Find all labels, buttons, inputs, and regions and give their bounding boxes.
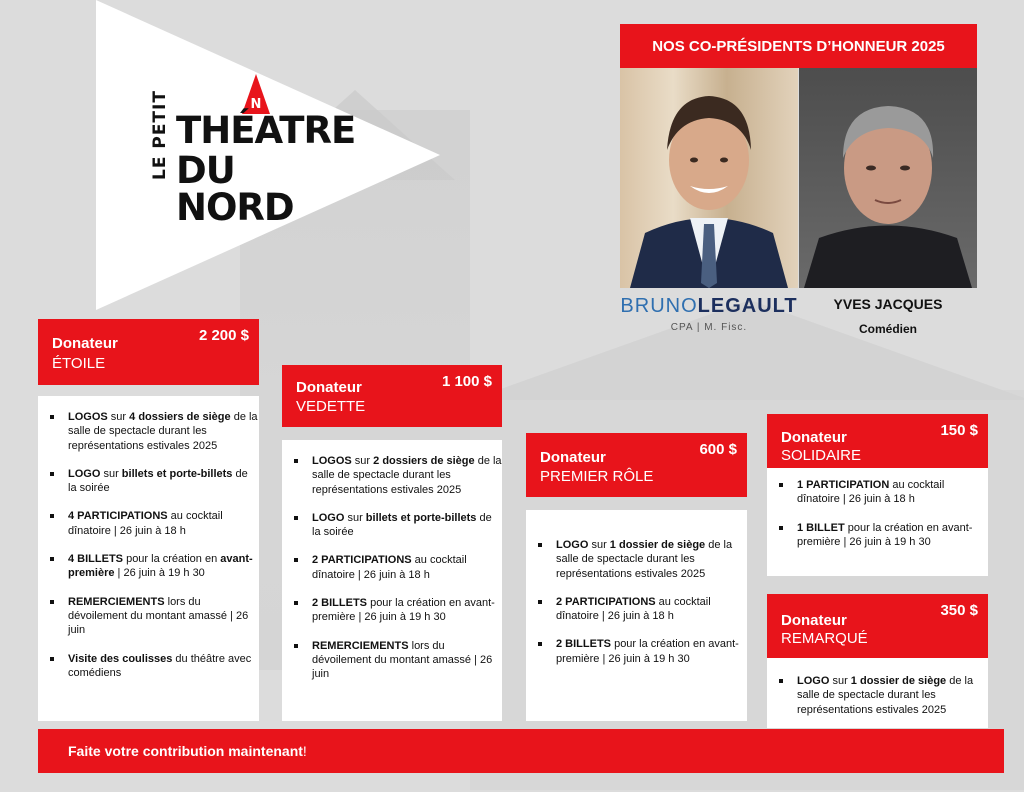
benefit-t1: sur	[100, 467, 122, 480]
portrait-yves-jacques	[799, 68, 977, 288]
theatre-logo	[150, 80, 356, 229]
benefit-t1: sur	[829, 675, 851, 687]
tier-etoile-amount: 2 200 $	[198, 327, 249, 344]
tier-etoile-header	[38, 319, 259, 385]
tier-vedette-benefits	[282, 454, 502, 682]
benefit-t1: sur	[351, 455, 374, 467]
benefit-t2: de la salle de spectacle durant les représentations estivales 2025	[68, 411, 258, 452]
contribute-now-banner[interactable]	[38, 729, 1004, 773]
tier-solidaire-amount: 150 $	[940, 422, 978, 439]
tier-vedette-body	[282, 440, 502, 721]
benefit-item	[767, 674, 988, 717]
benefit-b: 2 PARTICIPATIONS	[312, 554, 412, 567]
benefit-b: LOGOS	[312, 455, 352, 467]
bruno-first-name: BRUNO	[620, 295, 698, 317]
benefit-b2: 1 dossier de siège	[609, 539, 706, 551]
benefit-item	[38, 595, 259, 638]
benefit-t2: de la salle de spectacle durant les représentations estivales 2025	[556, 539, 733, 580]
benefit-item	[526, 538, 747, 581]
logo-le-petit: LE PETIT	[150, 90, 170, 180]
benefit-item	[38, 410, 259, 453]
benefit-item	[38, 652, 259, 681]
benefit-b: REMERCIEMENTS	[68, 595, 165, 608]
benefit-item	[767, 521, 988, 550]
benefit-item	[282, 454, 502, 497]
contribute-now-text: Faite votre contribution maintenant	[68, 743, 303, 759]
benefit-item	[526, 595, 747, 624]
benefit-t1: pour la création en	[123, 553, 221, 566]
tier-premier-role-header	[526, 433, 747, 497]
benefit-t2: de la soirée	[312, 511, 492, 539]
benefit-b: 2 BILLETS	[556, 638, 612, 651]
benefit-t1: lors du dévoilement du montant amassé | 26 juin	[312, 639, 493, 681]
contribute-now-exclamation: !	[302, 743, 307, 759]
benefit-b: LOGO	[312, 511, 345, 524]
benefit-t2: de la soirée	[68, 467, 248, 495]
yves-jacques-signature	[799, 296, 977, 336]
yves-role: Comédien	[858, 322, 917, 336]
benefit-t1: sur	[344, 511, 366, 524]
benefit-b: 4 BILLETS	[68, 553, 124, 566]
tier-vedette-name: VEDETTE	[296, 398, 366, 415]
benefit-b2: 4 dossiers de siège	[129, 411, 231, 423]
benefit-t1: au cocktail dînatoire | 26 juin à 18 h	[556, 595, 711, 623]
benefit-t2: de la salle de spectacle durant les représentations estivales 2025	[797, 675, 974, 716]
tier-etoile-name: ÉTOILE	[52, 355, 106, 372]
benefit-t1: sur	[588, 539, 610, 551]
benefit-b2: 1 dossier de siège	[850, 675, 947, 687]
tier-etoile-benefits	[38, 410, 259, 680]
tier-remarque-benefits	[767, 674, 988, 717]
benefit-t1: pour la création en avant-première | 26 juin à 19 h 30	[797, 521, 973, 548]
tier-solidaire-name: SOLIDAIRE	[781, 447, 862, 464]
tier-solidaire-body	[767, 468, 988, 576]
honorary-presidents-banner: NOS CO-PRÉSIDENTS D’HONNEUR 2025	[620, 24, 977, 68]
yves-name: YVES JACQUES	[833, 296, 943, 312]
benefit-b: LOGO	[797, 675, 830, 687]
tier-vedette-header	[282, 365, 502, 427]
tier-premier-role-name: PREMIER RÔLE	[540, 468, 654, 485]
benefit-t1: pour la création en avant-première | 26 juin à 19 h 30	[312, 597, 495, 624]
benefit-item	[282, 553, 502, 582]
benefit-b: 1 PARTICIPATION	[797, 479, 890, 491]
tier-remarque-label: Donateur	[781, 612, 847, 629]
benefit-item	[38, 552, 259, 581]
benefit-item	[526, 637, 747, 666]
benefit-b: REMERCIEMENTS	[312, 639, 409, 652]
benefit-b: Visite des coulisses	[68, 652, 173, 665]
tier-solidaire-benefits	[767, 478, 988, 549]
benefit-item	[282, 596, 502, 625]
benefit-t1: pour la création en avant-première | 26 juin à 19 h 30	[556, 638, 739, 665]
tier-remarque-amount: 350 $	[940, 602, 978, 619]
benefit-b: 4 PARTICIPATIONS	[68, 510, 168, 523]
benefit-t1: au cocktail dînatoire | 26 juin à 18 h	[797, 479, 945, 506]
benefit-item	[38, 467, 259, 496]
north-letter: N	[250, 97, 262, 112]
benefit-b: 2 BILLETS	[312, 597, 368, 610]
logo-du-nord: DU NORD	[176, 149, 294, 229]
benefit-t1: lors du dévoilement du montant amassé | 26 juin	[68, 595, 249, 637]
tier-vedette-amount: 1 100 $	[441, 373, 492, 390]
tier-premier-role-benefits	[526, 538, 747, 666]
benefit-t1: au cocktail dînatoire | 26 juin à 18 h	[312, 554, 467, 581]
tier-etoile-body	[38, 396, 259, 721]
bruno-legault-signature	[620, 296, 798, 333]
tier-premier-role-body	[526, 510, 747, 721]
benefit-b: 2 PARTICIPATIONS	[556, 595, 656, 608]
tier-remarque-body	[767, 658, 988, 728]
tier-premier-role-amount: 600 $	[699, 441, 737, 458]
tier-remarque-name: REMARQUÉ	[781, 630, 868, 647]
benefit-b2: avant-première	[68, 553, 253, 580]
benefit-b: 1 BILLET	[797, 521, 845, 534]
benefit-t1: sur	[107, 411, 130, 423]
benefit-item	[38, 509, 259, 538]
bruno-last-name: LEGAULT	[697, 295, 798, 317]
benefit-b2: 2 dossiers de siège	[373, 455, 475, 467]
portrait-bruno-legault	[620, 68, 798, 288]
benefit-b: LOGOS	[68, 411, 108, 423]
benefit-item	[282, 511, 502, 540]
tier-solidaire-header	[767, 414, 988, 468]
logo-theatre: THÉATRE	[176, 109, 356, 152]
tier-premier-role-label: Donateur	[540, 449, 606, 466]
tier-vedette-label: Donateur	[296, 379, 362, 396]
benefit-b: LOGO	[556, 539, 589, 551]
benefit-b2: billets et porte-billets	[365, 511, 477, 524]
benefit-item	[767, 478, 988, 507]
benefit-item	[282, 639, 502, 682]
benefit-t2: de la salle de spectacle durant les représentations estivales 2025	[312, 455, 502, 496]
tier-remarque-header	[767, 594, 988, 658]
benefit-b2: billets et porte-billets	[121, 467, 233, 480]
tier-solidaire-label: Donateur	[781, 429, 847, 446]
bruno-credentials: CPA | M. Fisc.	[670, 322, 748, 333]
benefit-t1: du théâtre avec comédiens	[68, 652, 252, 679]
benefit-t1: au cocktail dînatoire | 26 juin à 18 h	[68, 510, 223, 537]
north-arrow-icon	[242, 74, 270, 114]
benefit-t2: | 26 juin à 19 h 30	[114, 567, 205, 580]
tier-etoile-label: Donateur	[52, 335, 118, 352]
benefit-b: LOGO	[68, 467, 101, 480]
